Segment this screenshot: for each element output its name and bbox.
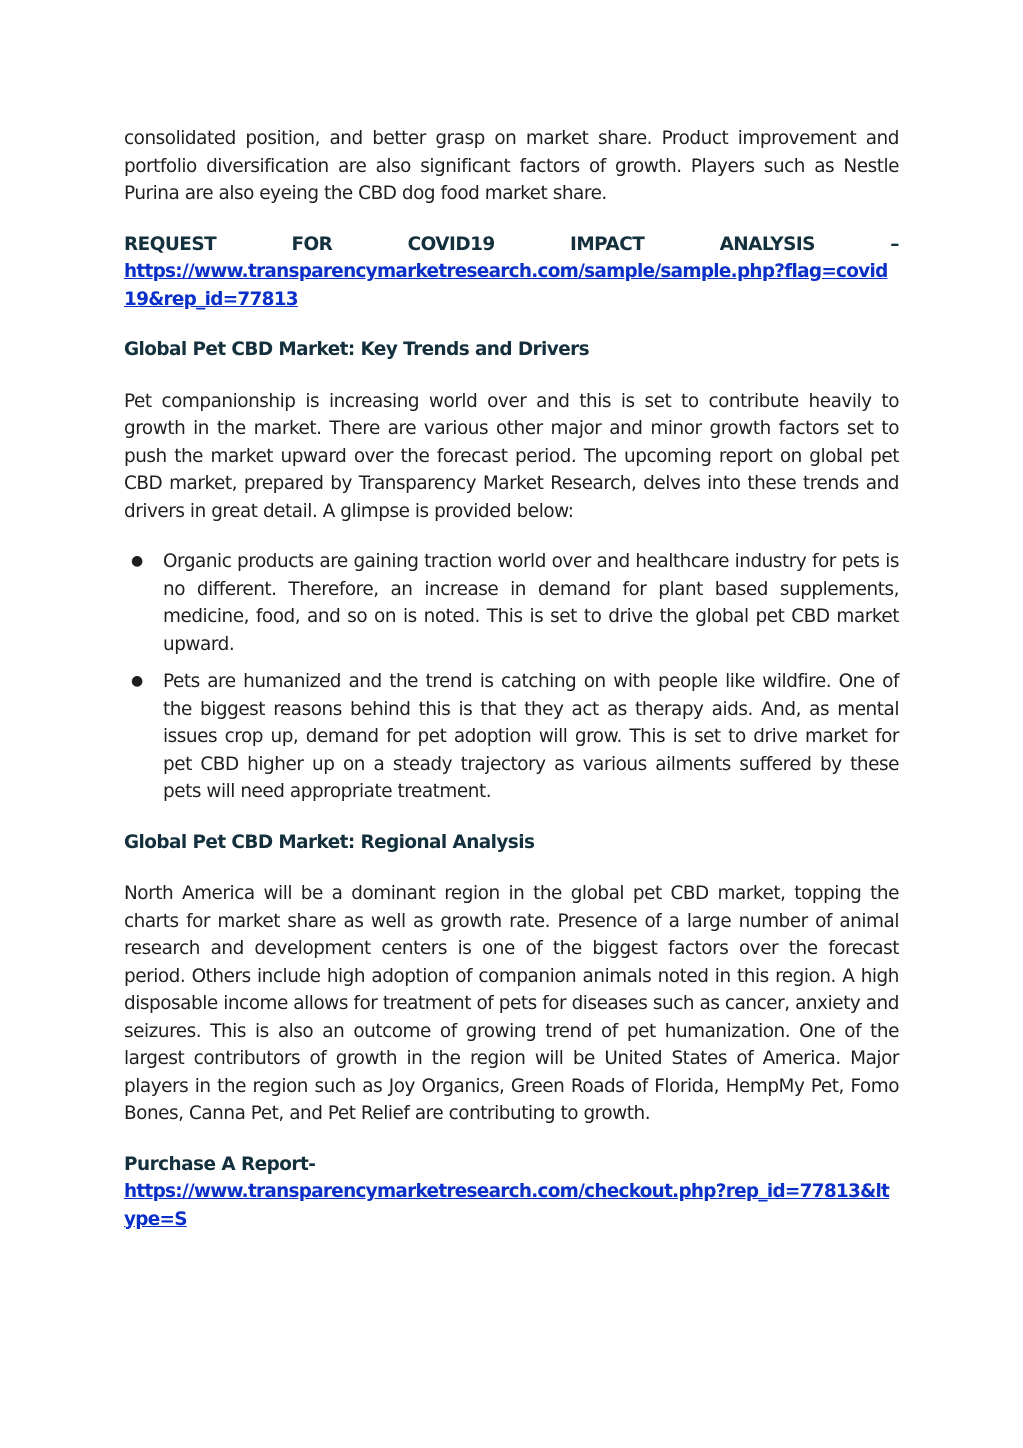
request-word: FOR: [291, 233, 333, 255]
purchase-label: Purchase A Report-: [124, 1153, 316, 1175]
request-word: COVID19: [407, 233, 495, 255]
trends-bullet-list: [124, 548, 899, 806]
regional-paragraph: North America will be a dominant region in the global pet CBD market, topping the charts for market share as well as growth rate. Presence of a large number of animal research and development centers is one of the biggest factors over the forecast period. Others include high adoption of companion animals noted in this region. A high disposable income allows for treatment of pets for diseases such as cancer, anxiety and seizures. This is also an outcome of growing trend of pet humanization. One of the largest contributors of growth in the region will be United States of America. Major players in the region such as Joy Organics, Green Roads of Florida, HempMy Pet, Fomo Bones, Canna Pet, and Pet Relief are contributing to growth.: [124, 883, 899, 1124]
list-item: [124, 548, 899, 658]
request-covid-impact-line: [124, 231, 899, 259]
bullet-icon: ●: [131, 673, 143, 689]
purchase-report-link[interactable]: https://www.transparencymarketresearch.com/checkout.php?rep_id=77813&ltype=S: [124, 1181, 890, 1230]
request-word: ANALYSIS: [719, 233, 815, 255]
intro-paragraph: consolidated position, and better grasp on market share. Product improvement and portfolio diversification are also significant factors of growth. Players such as Nestle Purina are also eyeing the CBD dog food market share.: [124, 128, 899, 204]
trends-paragraph: Pet companionship is increasing world over and this is set to contribute heavily to growth in the market. There are various other major and minor growth factors set to push the market upward over the forecast period. The upcoming report on global pet CBD market, prepared by Transparency Market Research, delves into these trends and drivers in great detail. A glimpse is provided below:: [124, 390, 899, 522]
request-word: IMPACT: [570, 233, 645, 255]
section-heading-regional: Global Pet CBD Market: Regional Analysis: [124, 831, 535, 853]
document-page: [124, 125, 899, 1233]
bullet-text: Pets are humanized and the trend is catching on with people like wildfire. One of the biggest reasons behind this is that they act as therapy aids. And, as mental issues crop up, demand for pet adoption will grow. This is set to drive market for pet CBD higher up on a steady trajectory as various ailments suffered by these pets will need appropriate treatment.: [163, 671, 899, 802]
request-word: –: [890, 233, 899, 255]
bullet-icon: ●: [131, 553, 143, 569]
list-item: [124, 668, 899, 806]
covid-sample-link[interactable]: https://www.transparencymarketresearch.com/sample/sample.php?flag=covid19&rep_id=77813: [124, 261, 888, 310]
request-word: REQUEST: [124, 233, 217, 255]
bullet-text: Organic products are gaining traction world over and healthcare industry for pets is no different. Therefore, an increase in demand for plant based supplements, medicine, food, and so on is noted. This is set to drive the global pet CBD market upward.: [163, 551, 899, 655]
section-heading-trends: Global Pet CBD Market: Key Trends and Drivers: [124, 339, 590, 360]
